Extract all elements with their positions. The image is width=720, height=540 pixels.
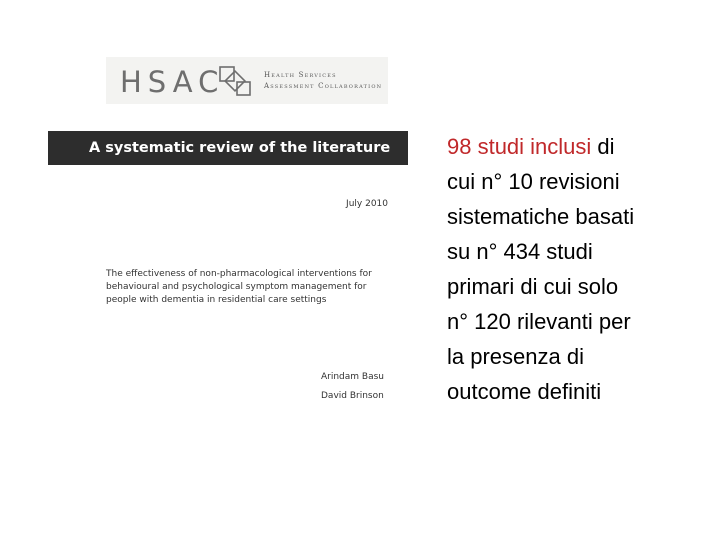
interlocking-squares-icon [218,63,254,99]
author-name: Arindam Basu [321,372,384,382]
report-title [106,268,396,307]
summary-line [447,129,709,164]
summary-line: la presenza di [447,344,584,369]
report-banner-title: A systematic review of the literature [89,140,391,156]
summary-line: sistematiche basati [447,204,635,229]
report-title-line: behavioural and psychological symptom management for [106,282,367,292]
summary-line: cui n° 10 revisioni [447,169,620,194]
logo-letters: HSAC [120,65,225,99]
summary-line-rest: di [591,134,615,159]
report-authors [321,368,384,406]
summary-line: su n° 434 studi [447,239,593,264]
author-name: David Brinson [321,391,384,401]
report-title-line: The effectiveness of non-pharmacological interventions for [106,269,372,279]
logo-subtitle-line2: Assessment Collaboration [264,82,383,90]
summary-line: n° 120 rilevanti per [447,309,631,334]
summary-text [447,129,709,409]
report-title-line: people with dementia in residential care settings [106,295,327,305]
report-banner [48,131,408,165]
report-date: July 2010 [346,199,388,209]
logo-subtitle-line1: Health Services [264,71,337,79]
logo-subtitle [264,70,382,92]
summary-line: outcome definiti [447,379,602,404]
hsac-logo [106,57,388,104]
summary-highlight: 98 studi inclusi [447,134,592,159]
summary-line: primari di cui solo [447,274,619,299]
